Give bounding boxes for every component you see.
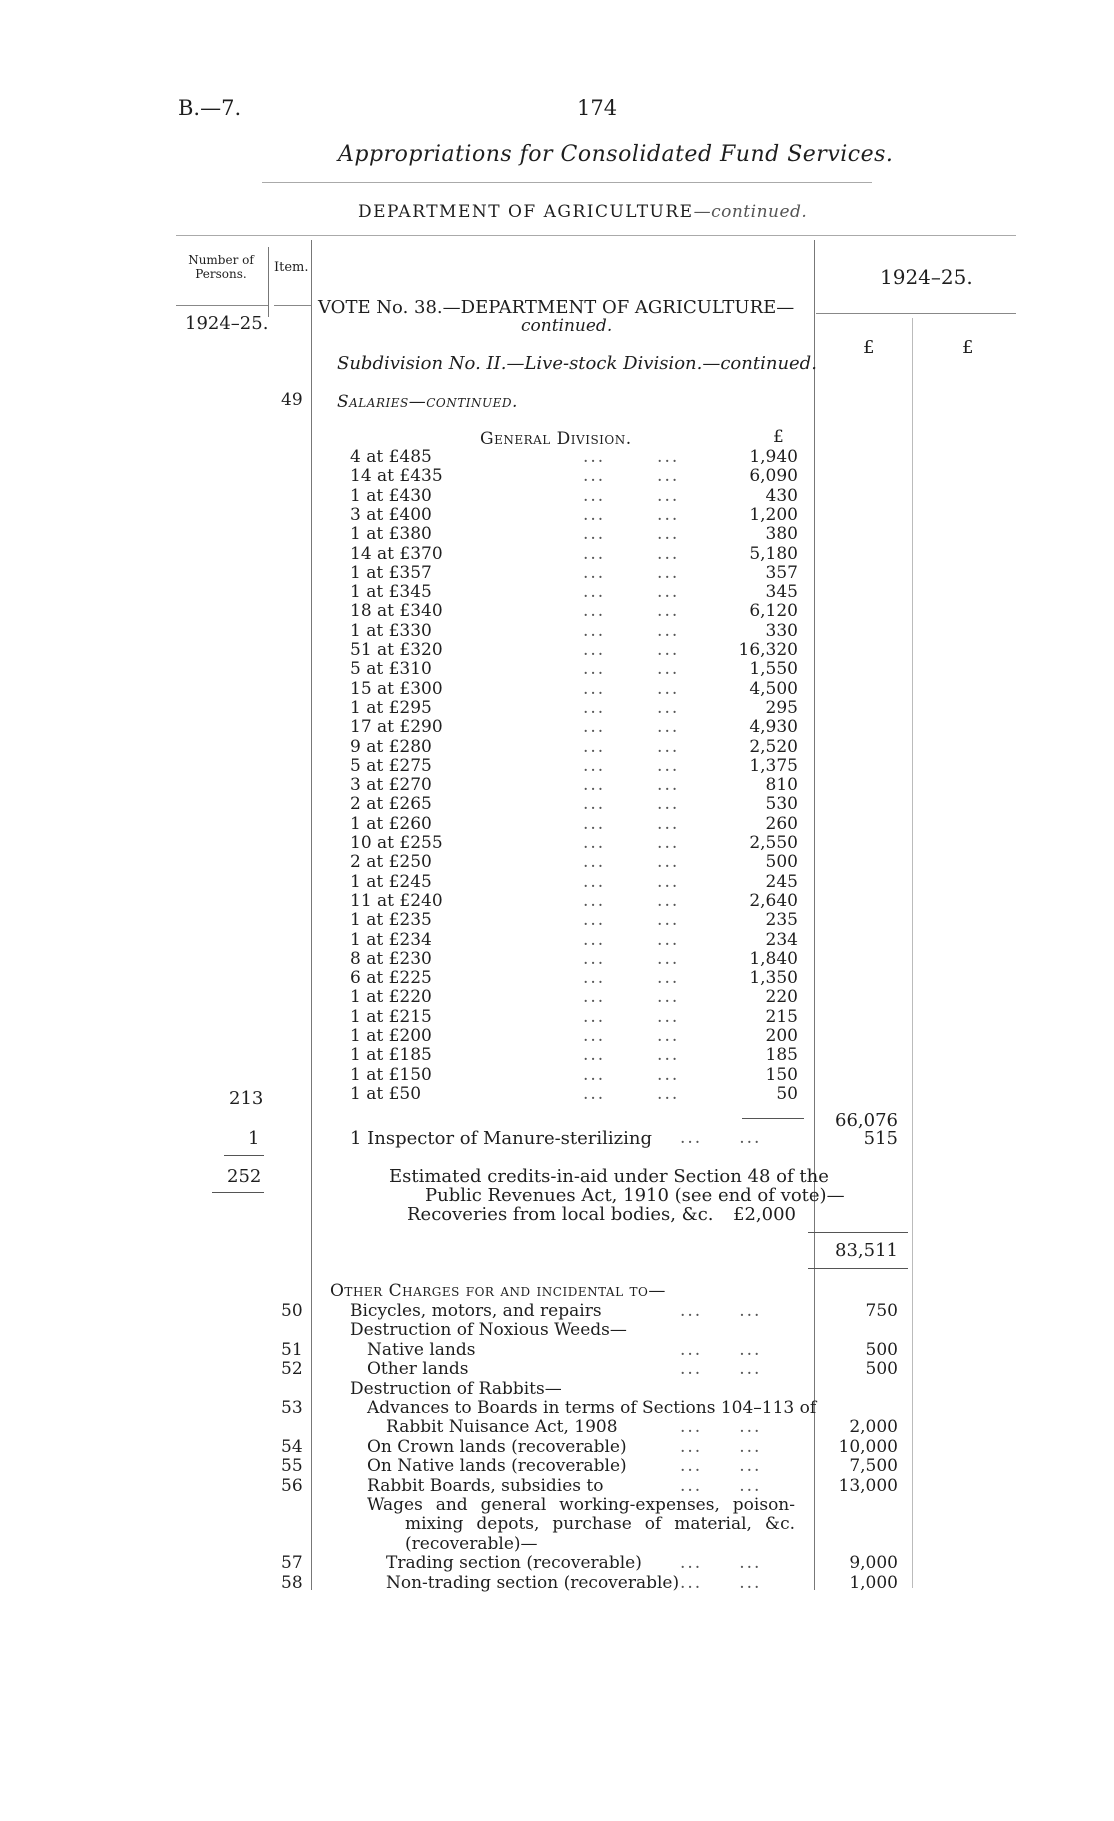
leader-dots: ... ...: [583, 1045, 680, 1066]
salary-row-desc: 1 at £185: [350, 1045, 432, 1066]
salary-row-desc: 1 at £430: [350, 485, 432, 506]
persons-column-line: [268, 247, 269, 317]
leader-dots: ... ...: [583, 466, 680, 487]
salary-row-amount: 1,350: [749, 968, 798, 989]
charge-description: On Native lands (recoverable): [367, 1456, 627, 1477]
salary-row-amount: 810: [765, 775, 798, 796]
leader-dots: ... ...: [583, 524, 680, 545]
leader-dots: ... ...: [583, 736, 680, 757]
salaries-item-number: 49: [281, 390, 303, 410]
leader-dots: ... ...: [583, 910, 680, 931]
vote-title: VOTE No. 38.—DEPARTMENT OF AGRICULTURE—: [318, 297, 795, 318]
salary-row-desc: 14 at £435: [350, 466, 443, 487]
salary-row-amount: 4,500: [749, 678, 798, 699]
salary-row-desc: 2 at £265: [350, 794, 432, 815]
item-number: 51: [281, 1339, 303, 1360]
salary-row-desc: 5 at £310: [350, 659, 432, 680]
charge-amount: 750: [865, 1301, 898, 1321]
leader-dots: ... ...: [583, 929, 680, 950]
inspector-persons: 1: [248, 1128, 260, 1149]
salary-row-amount: 6,090: [749, 466, 798, 487]
salary-row-amount: 530: [765, 794, 798, 815]
persons-sum-rule: [224, 1155, 264, 1156]
charge-description: Rabbit Nuisance Act, 1908: [386, 1417, 618, 1438]
salary-row-amount: 245: [765, 871, 798, 892]
leader-dots: ... ...: [583, 852, 680, 873]
page-title: Appropriations for Consolidated Fund Services.: [338, 142, 894, 167]
charge-amount: 7,500: [849, 1456, 898, 1477]
leader-dots: ... ...: [583, 543, 680, 564]
salary-row-desc: 1 at £245: [350, 871, 432, 892]
department-continued: —continued.: [693, 202, 808, 222]
salary-row-amount: 220: [765, 987, 798, 1008]
inspector-leader-dots: ... ...: [680, 1128, 762, 1148]
charge-description: Destruction of Rabbits—: [350, 1378, 562, 1399]
leader-dots: ... ...: [583, 620, 680, 641]
salary-row-desc: 1 at £357: [350, 562, 432, 583]
page-ref: B.—7.: [178, 96, 242, 120]
leader-dots: ... ...: [680, 1359, 762, 1380]
salary-row-desc: 1 at £330: [350, 620, 432, 641]
leader-dots: ... ...: [583, 890, 680, 911]
vote-continued: continued.: [521, 316, 613, 336]
item-number: 52: [281, 1359, 303, 1380]
total-persons: 252: [227, 1166, 262, 1187]
leader-dots: ... ...: [680, 1456, 762, 1477]
salary-row-desc: 10 at £255: [350, 833, 443, 853]
persons-total-rule: [212, 1192, 264, 1193]
charge-description: Other lands: [367, 1359, 469, 1380]
leader-dots: ... ...: [583, 755, 680, 776]
amount-rule: [816, 313, 1016, 314]
item-number: 56: [281, 1475, 303, 1496]
salary-row-desc: 1 at £200: [350, 1026, 432, 1046]
charge-amount: 500: [865, 1359, 898, 1380]
salary-row-desc: 2 at £250: [350, 852, 432, 873]
salary-row-desc: 4 at £485: [350, 447, 432, 467]
charge-description: Bicycles, motors, and repairs: [350, 1301, 602, 1321]
leader-dots: ... ...: [583, 697, 680, 718]
charge-description: Native lands: [367, 1339, 476, 1360]
title-rule: [262, 182, 872, 183]
salary-row-desc: 1 at £234: [350, 929, 432, 950]
inspector-description: 1 Inspector of Manure-sterilizing: [350, 1128, 653, 1149]
persons-rule: [176, 305, 268, 306]
item-heading: Item.: [274, 260, 309, 275]
salary-row-amount: 260: [765, 813, 798, 834]
charge-description: mixing depots, purchase of material, &c.: [405, 1514, 795, 1535]
salary-row-amount: 380: [765, 524, 798, 545]
credits-line-2: Public Revenues Act, 1910 (see end of vote)—: [425, 1185, 845, 1206]
credits-amount: £2,000: [733, 1204, 796, 1225]
year-heading-right: 1924–25.: [880, 265, 973, 289]
charge-description: Wages and general working-expenses, poison-: [367, 1495, 795, 1515]
salary-row-desc: 15 at £300: [350, 678, 443, 699]
leader-dots: ... ...: [583, 1006, 680, 1027]
number-of-persons-heading: Number of Persons.: [188, 253, 254, 281]
leader-dots: ... ...: [680, 1339, 762, 1360]
salary-row-amount: 2,550: [749, 833, 798, 853]
inspector-amount: 515: [863, 1128, 898, 1149]
salary-row-amount: 6,120: [749, 601, 798, 622]
charge-amount: 1,000: [849, 1572, 898, 1593]
leader-dots: ... ...: [583, 504, 680, 525]
salary-row-desc: 11 at £240: [350, 890, 443, 911]
item-column-line: [311, 240, 312, 1590]
item-number: 57: [281, 1553, 303, 1574]
leader-dots: ... ...: [583, 447, 680, 467]
leader-dots: ... ...: [583, 968, 680, 989]
credits-line-3: Recoveries from local bodies, &c.: [407, 1204, 714, 1225]
charge-description: Advances to Boards in terms of Sections 104–113 of: [367, 1398, 817, 1418]
general-division-pound: £: [773, 427, 784, 447]
salary-row-desc: 51 at £320: [350, 640, 443, 660]
salary-row-amount: 500: [765, 852, 798, 873]
salary-row-desc: 8 at £230: [350, 948, 432, 969]
salary-row-amount: 4,930: [749, 717, 798, 738]
salary-row-desc: 1 at £150: [350, 1064, 432, 1085]
salary-row-amount: 234: [765, 929, 798, 950]
general-division-persons: 213: [229, 1088, 264, 1109]
salary-row-amount: 2,520: [749, 736, 798, 757]
salary-row-desc: 1 at £50: [350, 1083, 422, 1104]
leader-dots: ... ...: [583, 948, 680, 969]
salary-row-desc: 1 at £380: [350, 524, 432, 545]
salary-row-desc: 17 at £290: [350, 717, 443, 738]
salary-row-amount: 5,180: [749, 543, 798, 564]
salaries-total-rule-bottom: [808, 1268, 908, 1269]
salary-row-amount: 1,375: [749, 755, 798, 776]
salary-row-amount: 2,640: [749, 890, 798, 911]
salary-row-desc: 18 at £340: [350, 601, 443, 622]
leader-dots: ... ...: [680, 1301, 762, 1321]
salary-row-amount: 430: [765, 485, 798, 506]
item-number: 58: [281, 1572, 303, 1593]
salary-row-amount: 1,840: [749, 948, 798, 969]
leader-dots: ... ...: [583, 562, 680, 583]
item-number: 55: [281, 1456, 303, 1477]
charge-description: Trading section (recoverable): [386, 1553, 642, 1574]
page-number: 174: [577, 96, 618, 120]
charge-amount: 9,000: [849, 1553, 898, 1574]
salary-row-amount: 345: [765, 582, 798, 603]
general-division-subtotal: 66,076: [835, 1110, 898, 1131]
salary-row-amount: 1,550: [749, 659, 798, 680]
leader-dots: ... ...: [680, 1553, 762, 1574]
salaries-heading: Salaries—continued.: [337, 392, 518, 412]
amount-split-line: [912, 318, 913, 1588]
salary-row-desc: 1 at £260: [350, 813, 432, 834]
leader-dots: ... ...: [583, 813, 680, 834]
leader-dots: ... ...: [680, 1417, 762, 1438]
leader-dots: ... ...: [583, 1026, 680, 1046]
department-name: DEPARTMENT OF AGRICULTURE: [358, 202, 694, 222]
year-heading-left: 1924–25.: [185, 313, 269, 334]
salary-row-desc: 6 at £225: [350, 968, 432, 989]
leader-dots: ... ...: [680, 1475, 762, 1496]
salary-row-amount: 235: [765, 910, 798, 931]
salary-row-desc: 1 at £235: [350, 910, 432, 931]
salaries-total-rule-top: [808, 1232, 908, 1233]
leader-dots: ... ...: [583, 775, 680, 796]
leader-dots: ... ...: [583, 1083, 680, 1104]
salary-row-desc: 1 at £345: [350, 582, 432, 603]
charge-description: On Crown lands (recoverable): [367, 1436, 627, 1457]
general-division-sum-rule: [742, 1118, 804, 1119]
charge-description: (recoverable)—: [405, 1533, 538, 1554]
charge-amount: 2,000: [849, 1417, 898, 1438]
other-charges-heading: Other Charges for and incidental to—: [330, 1281, 666, 1301]
salary-row-amount: 50: [776, 1083, 798, 1104]
leader-dots: ... ...: [680, 1572, 762, 1593]
leader-dots: ... ...: [583, 717, 680, 738]
leader-dots: ... ...: [583, 871, 680, 892]
salary-row-amount: 215: [765, 1006, 798, 1027]
salary-row-amount: 330: [765, 620, 798, 641]
item-number: 53: [281, 1398, 303, 1418]
item-number: 50: [281, 1301, 303, 1321]
header-rule: [176, 235, 1016, 236]
leader-dots: ... ...: [583, 485, 680, 506]
salary-row-amount: 1,940: [749, 447, 798, 467]
charge-description: Destruction of Noxious Weeds—: [350, 1320, 627, 1341]
charge-amount: 13,000: [838, 1475, 898, 1496]
salary-row-desc: 9 at £280: [350, 736, 432, 757]
salaries-total: 83,511: [835, 1240, 898, 1261]
leader-dots: ... ...: [680, 1436, 762, 1457]
salary-row-amount: 295: [765, 697, 798, 718]
charge-description: Non-trading section (recoverable): [386, 1572, 680, 1593]
item-rule: [274, 305, 312, 306]
charge-amount: 500: [865, 1339, 898, 1360]
item-number: 54: [281, 1436, 303, 1457]
general-division-heading: General Division.: [480, 429, 632, 449]
leader-dots: ... ...: [583, 987, 680, 1008]
leader-dots: ... ...: [583, 833, 680, 853]
salary-row-desc: 3 at £270: [350, 775, 432, 796]
pound-heading-2: £: [962, 337, 974, 358]
department-heading: [358, 202, 807, 222]
pound-heading-1: £: [863, 337, 875, 358]
salary-row-desc: 1 at £215: [350, 1006, 432, 1027]
leader-dots: ... ...: [583, 794, 680, 815]
salary-row-amount: 357: [765, 562, 798, 583]
leader-dots: ... ...: [583, 601, 680, 622]
salary-row-desc: 1 at £295: [350, 697, 432, 718]
subdivision-title: Subdivision No. II.—Live-stock Division.—continued.: [337, 353, 817, 374]
leader-dots: ... ...: [583, 640, 680, 660]
leader-dots: ... ...: [583, 659, 680, 680]
leader-dots: ... ...: [583, 1064, 680, 1085]
leader-dots: ... ...: [583, 582, 680, 603]
salary-row-desc: 3 at £400: [350, 504, 432, 525]
salary-row-amount: 150: [765, 1064, 798, 1085]
salary-row-amount: 200: [765, 1026, 798, 1046]
credits-line-1: Estimated credits-in-aid under Section 48 of the: [389, 1166, 829, 1187]
amount-column-line: [814, 240, 815, 1590]
charge-description: Rabbit Boards, subsidies to: [367, 1475, 604, 1496]
salary-row-amount: 185: [765, 1045, 798, 1066]
salary-row-desc: 5 at £275: [350, 755, 432, 776]
salary-row-desc: 1 at £220: [350, 987, 432, 1008]
salary-row-desc: 14 at £370: [350, 543, 443, 564]
salary-row-amount: 1,200: [749, 504, 798, 525]
leader-dots: ... ...: [583, 678, 680, 699]
salary-row-amount: 16,320: [738, 640, 798, 660]
charge-amount: 10,000: [838, 1436, 898, 1457]
